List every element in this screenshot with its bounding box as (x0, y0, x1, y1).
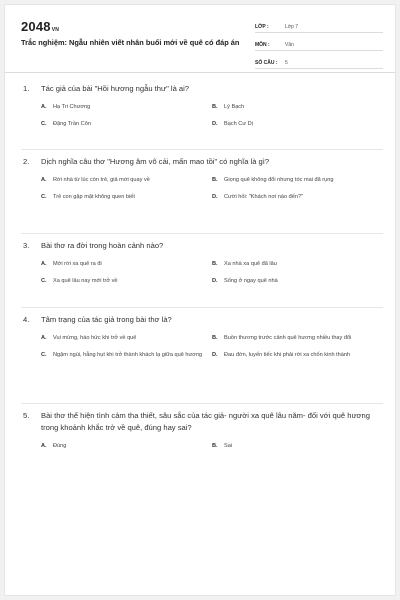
option-a[interactable]: A. Rời nhà từ lúc còn trẻ, giả mới quay về (41, 177, 150, 183)
meta-info (255, 19, 383, 73)
option-b[interactable]: B. Lý Bạch (212, 104, 245, 110)
divider (21, 307, 383, 308)
option-b[interactable]: B. Sai (212, 443, 233, 449)
option-a[interactable]: A. Hạ Tri Chương (41, 104, 91, 110)
option-a[interactable]: A. Vui mừng, háo hức khi trở về quê (41, 335, 137, 341)
document-title: Trắc nghiệm: Ngẫu nhiên viết nhân buổi mới về quê có đáp án (21, 38, 240, 47)
option-b[interactable]: B. Buồn thương trước cảnh quê hương nhiều thay đổi (212, 335, 352, 341)
brand-logo: 2048VN (21, 19, 60, 34)
worksheet-page (4, 4, 396, 596)
option-b[interactable]: B. Xa nhà xa quê đã lâu (212, 261, 277, 267)
option-c[interactable]: C. Xa quê lâu nay mới trở về (41, 278, 118, 284)
divider (21, 233, 383, 234)
meta-class: LỚP : Lớp 7 (255, 19, 383, 33)
divider (21, 149, 383, 150)
question-5: 5. Bài thơ thể hiện tình cảm tha thiết, sâu sắc của tác giả- người xa quê lâu năm- đối với quê hương trong khoảnh khắc trở về quê, đúng hay sai? A. Đúng B. Sai (23, 410, 383, 459)
option-a[interactable]: A. Mới rời xa quê ra đi (41, 261, 102, 267)
meta-subject: MÔN : Văn (255, 37, 383, 51)
option-a[interactable]: A. Đúng (41, 443, 67, 449)
option-c[interactable]: C. Đặng Trần Côn (41, 121, 91, 127)
option-d[interactable]: D. Bạch Cư Dị (212, 121, 253, 127)
question-2: 2. Dịch nghĩa câu thơ "Hương âm vô cải, mấn mao tồi" có nghĩa là gì? A. Rời nhà từ lúc còn trẻ, giả mới quay về B. Giọng quê không đổi nhưng tóc mai đã rụng C. Trẻ con gặp mặt không quen biết D. Cười hỏi: "Khách nơi nào đến?" (23, 156, 383, 210)
question-3: 3. Bài thơ ra đời trong hoàn cảnh nào? A. Mới rời xa quê ra đi B. Xa nhà xa quê đã lâu C. Xa quê lâu nay mới trở về D. Sống ở ngay quê nhà (23, 240, 383, 294)
question-1: 1. Tác giả của bài "Hồi hương ngẫu thư" là ai? A. Hạ Tri Chương B. Lý Bạch C. Đặng Trần Côn D. Bạch Cư Dị (23, 83, 383, 137)
option-d[interactable]: D. Cười hỏi: "Khách nơi nào đến?" (212, 194, 304, 200)
worksheet-header (5, 5, 395, 73)
option-d[interactable]: D. Sống ở ngay quê nhà (212, 278, 278, 284)
option-c[interactable]: C. Ngậm ngùi, hẫng hụt khi trở thành khách lạ giữa quê hương (41, 352, 203, 358)
divider (21, 403, 383, 404)
meta-question-count: SỐ CÂU : 5 (255, 55, 383, 69)
option-d[interactable]: D. Đau đớn, luyến tiếc khi phải rời xa chốn kinh thành (212, 352, 351, 358)
option-b[interactable]: B. Giọng quê không đổi nhưng tóc mai đã rụng (212, 177, 334, 183)
question-4: 4. Tâm trạng của tác giả trong bài thơ là? A. Vui mừng, háo hức khi trở về quê B. Buồn thương trước cảnh quê hương nhiều thay đổi C. Ngậm ngùi, hẫng hụt khi trở thành khách lạ giữa quê hương D. Đau đớn, luyến tiếc khi phải rời xa chốn kinh thành (23, 314, 383, 368)
option-c[interactable]: C. Trẻ con gặp mặt không quen biết (41, 194, 135, 200)
